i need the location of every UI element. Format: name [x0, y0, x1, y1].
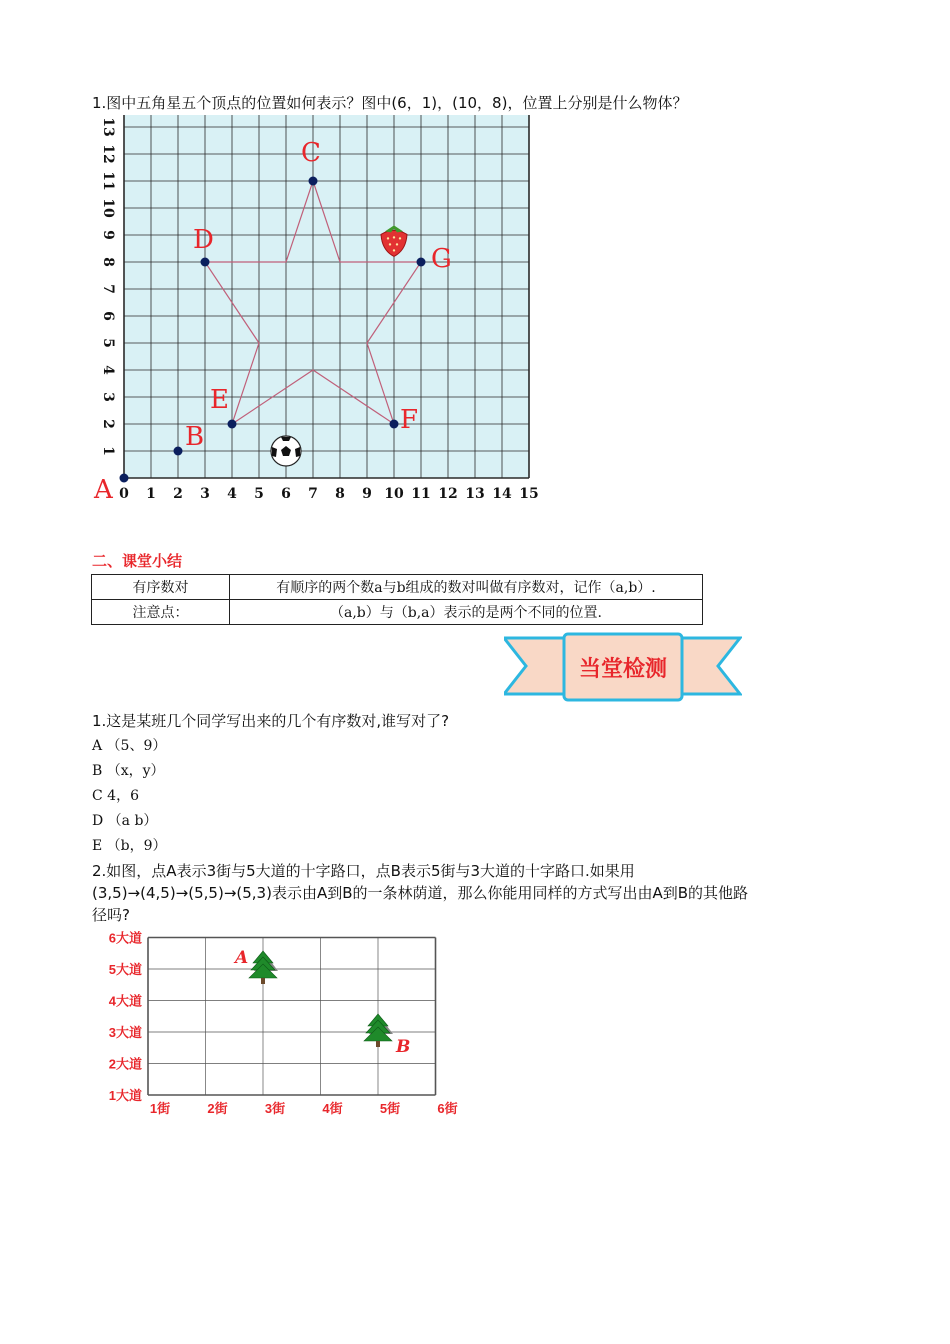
- point-label-d: D: [193, 225, 214, 255]
- street-label: 6街: [437, 1101, 458, 1116]
- street-label: 3街: [264, 1101, 286, 1116]
- strawberry-seed: [399, 237, 401, 239]
- x-tick-label: 13: [465, 486, 485, 502]
- option-b: B （x，y）: [92, 763, 165, 779]
- x-tick-label: 8: [335, 486, 345, 502]
- street-label: 1街: [149, 1101, 171, 1116]
- summary-desc: 有顺序的两个数a与b组成的数对叫做有序数对，记作（a,b）.: [230, 575, 703, 600]
- strawberry-seed: [393, 236, 395, 238]
- tree-icon: [364, 1014, 393, 1047]
- check2-line2: (3,5)→(4,5)→(5,5)→(5,3)表示由A到B的一条林荫道，那么你能用同样的方式写出由A到B的其他路: [92, 884, 749, 902]
- x-tick-label: 10: [384, 486, 404, 502]
- x-tick-label: 6: [281, 486, 291, 502]
- banner-right-ribbon: [680, 638, 740, 694]
- tree-trunk: [261, 978, 265, 984]
- point-c: [309, 177, 318, 186]
- y-tick-label: 1: [100, 446, 116, 456]
- y-tick-label: 12: [100, 144, 116, 164]
- tree-trunk: [376, 1041, 380, 1047]
- point-a: [120, 474, 129, 483]
- q1-question: 1.图中五角星五个顶点的位置如何表示？图中(6，1)，(10，8)，位置上分别是什么物体？: [92, 94, 688, 112]
- table-row: [92, 600, 703, 625]
- avenue-label: 6大道: [108, 930, 142, 946]
- coordinate-grid-star: [90, 115, 550, 510]
- street-map-grid: [88, 930, 460, 1125]
- summary-desc: （a,b）与（b,a）表示的是两个不同的位置.: [230, 600, 703, 625]
- x-tick-label: 1: [146, 486, 156, 502]
- option-e: E （b，9）: [92, 838, 167, 854]
- y-tick-label: 8: [100, 257, 116, 267]
- point-label-b: B: [185, 422, 205, 452]
- x-tick-label: 5: [254, 486, 264, 502]
- strawberry-seed: [393, 249, 395, 251]
- avenue-label: 4大道: [108, 993, 142, 1009]
- avenue-label: 2大道: [108, 1056, 142, 1072]
- y-tick-label: 2: [100, 419, 116, 429]
- x-tick-label: 12: [438, 486, 458, 502]
- x-tick-label: 0: [119, 486, 129, 502]
- table-row: [92, 575, 703, 600]
- point-label-a: A: [94, 475, 113, 505]
- x-tick-label: 2: [173, 486, 183, 502]
- y-tick-label: 7: [100, 284, 116, 294]
- point-e: [228, 420, 237, 429]
- tree-label-a: A: [235, 948, 249, 968]
- point-b: [174, 447, 183, 456]
- point-label-g: G: [431, 244, 452, 274]
- soccer-ball-icon: [271, 436, 301, 466]
- check1-question: 1.这是某班几个同学写出来的几个有序数对,谁写对了?: [92, 712, 450, 730]
- quiz-banner: [504, 632, 742, 704]
- summary-title: 二、课堂小结: [92, 552, 183, 570]
- summary-term: 有序数对: [92, 575, 230, 600]
- point-label-f: F: [400, 405, 419, 435]
- point-g: [417, 258, 426, 267]
- x-tick-label: 4: [227, 486, 237, 502]
- y-tick-label: 9: [100, 230, 116, 240]
- option-d: D （a b）: [92, 813, 158, 829]
- check2-question: [92, 860, 892, 926]
- y-tick-label: 5: [100, 338, 116, 348]
- x-tick-label: 9: [362, 486, 372, 502]
- tree-icon: [249, 951, 278, 984]
- banner-text: 当堂检测: [578, 657, 668, 682]
- y-tick-label: 6: [100, 311, 116, 321]
- avenue-label: 5大道: [108, 962, 142, 977]
- street-label: 2街: [207, 1101, 228, 1116]
- tree-label-b: B: [396, 1037, 411, 1057]
- y-tick-label: 4: [100, 365, 116, 375]
- option-a: A （5、9）: [92, 738, 167, 754]
- x-tick-label: 15: [519, 486, 539, 502]
- street-label: 5街: [379, 1101, 401, 1116]
- y-tick-label: 13: [100, 117, 116, 137]
- strawberry-seed: [387, 237, 389, 239]
- banner-left-ribbon: [504, 638, 566, 694]
- option-c: C 4，6: [92, 788, 139, 804]
- check1-options: [92, 734, 167, 859]
- avenue-label: 1大道: [108, 1088, 142, 1103]
- y-tick-label: 3: [100, 392, 116, 402]
- strawberry-seed: [389, 243, 391, 245]
- y-tick-label: 10: [100, 198, 116, 218]
- point-label-c: C: [301, 138, 321, 168]
- street-label: 4街: [322, 1101, 343, 1116]
- check2-line3: 径吗?: [92, 906, 130, 924]
- point-f: [390, 420, 399, 429]
- x-tick-label: 7: [308, 486, 318, 502]
- summary-table: [91, 574, 703, 625]
- avenue-label: 3大道: [108, 1025, 142, 1040]
- point-label-e: E: [210, 385, 229, 415]
- strawberry-seed: [396, 243, 398, 245]
- x-tick-label: 11: [411, 486, 431, 502]
- y-tick-label: 11: [100, 171, 116, 191]
- summary-term: 注意点：: [92, 600, 230, 625]
- check2-line1: 2.如图，点A表示3街与5大道的十字路口，点B表示5街与3大道的十字路口.如果用: [92, 862, 635, 880]
- x-tick-label: 3: [200, 486, 210, 502]
- x-tick-label: 14: [492, 486, 512, 502]
- point-d: [201, 258, 210, 267]
